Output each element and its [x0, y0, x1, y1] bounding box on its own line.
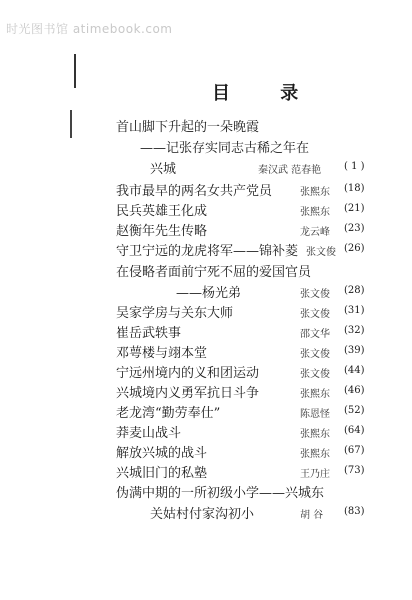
toc-entry-author: 张熙东	[300, 429, 330, 440]
toc-entry-page: (46)	[344, 385, 365, 396]
toc-entry-page: (21)	[344, 203, 365, 214]
toc-entry-page: (23)	[344, 223, 365, 234]
toc-entry-author: 胡 谷	[300, 510, 324, 521]
toc-entry-title: 老龙湾“勤劳奉仕”	[116, 406, 221, 421]
toc-entry-title: 吴家学房与关东大师	[116, 306, 234, 321]
toc-entry-author: 邵文华	[300, 329, 330, 340]
toc-entry-page: (73)	[344, 465, 365, 476]
toc-entry-author: 张文俊	[300, 369, 330, 380]
toc-entry-title: 兴城	[150, 162, 177, 177]
toc-entry-page: (32)	[344, 325, 365, 336]
toc-entry-author: 张熙东	[300, 449, 330, 460]
toc-entry-page: (52)	[344, 405, 365, 416]
toc-entry-title: ——杨光弟	[176, 286, 242, 301]
toc-entry-author: 张熙东	[300, 207, 330, 218]
toc-entry-title: 在侵略者面前宁死不屈的爱国官员	[116, 265, 312, 280]
toc-entry-title: 兴城境内义勇军抗日斗争	[116, 386, 260, 401]
toc-entry-author: 张文俊	[300, 289, 330, 300]
toc-entry-author: 龙云峰	[300, 227, 330, 238]
toc-entry-title: 宁远州境内的义和团运动	[116, 366, 260, 381]
toc-entry-title: 兴城旧门的私塾	[116, 466, 208, 481]
toc-entry-page: (39)	[344, 345, 365, 356]
toc-entry-author: 秦汉武 范春艳	[258, 165, 322, 176]
toc-entry-title: ——记张存实同志古稀之年在	[140, 141, 310, 156]
toc-entry-page: (67)	[344, 445, 365, 456]
toc-entry-title: 莽麦山战斗	[116, 426, 182, 441]
toc-entry-title: 赵衡年先生传略	[116, 224, 208, 239]
toc-entry-author: 陈恩怪	[300, 409, 330, 420]
toc-entry-title: 伪满中期的一所初级小学——兴城东	[116, 486, 325, 501]
toc-entry-title: 邓萼楼与翊本堂	[116, 346, 208, 361]
toc-entry-title: 崔岳武轶事	[116, 326, 182, 341]
page-title: 目 录	[212, 83, 321, 104]
toc-entry-title: 民兵英雄王化成	[116, 204, 208, 219]
toc-entry-author: 张熙东	[300, 187, 330, 198]
toc-entry-page: (83)	[344, 506, 365, 517]
toc-entry-title: 关姑村付家沟初小	[150, 507, 255, 522]
toc-entry-author: 张文俊	[300, 349, 330, 360]
toc-entry-page: (26)	[344, 243, 365, 254]
watermark: 时光图书馆 atimebook.com	[6, 22, 173, 36]
toc-entry-author: 张文俊	[300, 309, 330, 320]
toc-entry-page: (18)	[344, 183, 365, 194]
toc-entry-page: (31)	[344, 305, 365, 316]
toc-entry-author: 张文俊	[306, 247, 336, 258]
toc-entry-title: 首山脚下升起的一朵晚霞	[116, 120, 260, 135]
toc-entry-author: 张熙东	[300, 389, 330, 400]
toc-entry-page: (28)	[344, 285, 365, 296]
toc-entry-title: 守卫宁远的龙虎将军——锦补菱	[116, 244, 299, 259]
toc-entry-page: ( 1 )	[344, 161, 365, 172]
toc-entry-page: (64)	[344, 425, 365, 436]
toc-entry-title: 解放兴城的战斗	[116, 446, 208, 461]
toc-entry-page: (44)	[344, 365, 365, 376]
toc-entry-author: 王乃庄	[300, 469, 330, 480]
toc-entry-title: 我市最早的两名女共产党员	[116, 184, 273, 199]
